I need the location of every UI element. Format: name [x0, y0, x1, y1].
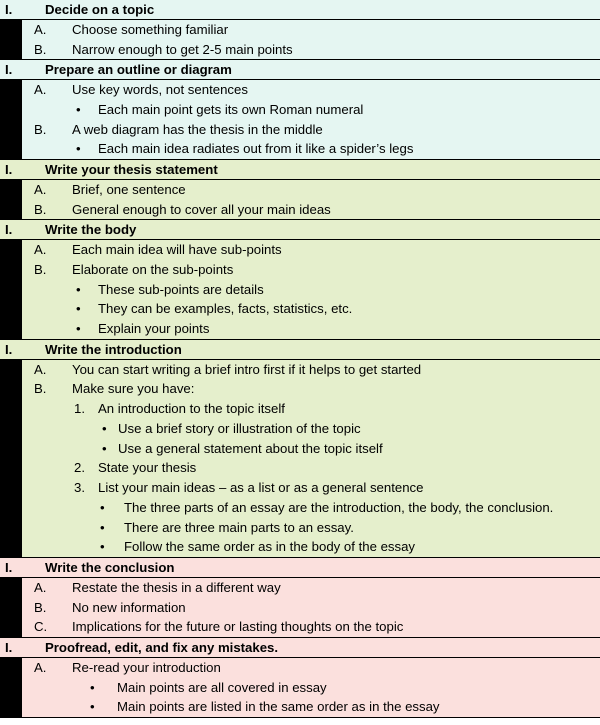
- left-margin-bar: [0, 20, 22, 40]
- section-header: [0, 60, 600, 80]
- bullet-marker: •: [100, 539, 105, 555]
- item-text: Main points are listed in the same order as in the essay: [117, 699, 440, 715]
- section-title: Proofread, edit, and fix any mistakes.: [45, 640, 279, 655]
- left-margin-bar: [0, 678, 22, 698]
- outline-section: [0, 558, 600, 638]
- outline-item: [0, 120, 600, 140]
- outline-item: [0, 439, 600, 459]
- item-text: Use a general statement about the topic itself: [118, 440, 383, 456]
- item-text: Make sure you have:: [72, 381, 195, 397]
- item-text: There are three main parts to an essay.: [124, 519, 354, 535]
- left-margin-bar: [0, 360, 22, 380]
- left-margin-bar: [0, 439, 22, 459]
- item-marker: 1.: [74, 401, 85, 416]
- outline-item: [0, 578, 600, 598]
- item-text: A web diagram has the thesis in the middle: [72, 121, 323, 137]
- outline-item: [0, 399, 600, 419]
- item-marker: B.: [34, 261, 47, 277]
- item-text: Explain your points: [98, 321, 210, 336]
- outline-section: [0, 638, 600, 718]
- item-text: Each main idea will have sub-points: [72, 242, 282, 257]
- item-text: No new information: [72, 599, 186, 615]
- section-numeral: I.: [5, 560, 13, 575]
- item-text: State your thesis: [98, 460, 197, 476]
- item-text: The three parts of an essay are the introduction, the body, the conclusion.: [124, 499, 554, 515]
- bullet-marker: •: [100, 519, 105, 535]
- left-margin-bar: [0, 617, 22, 637]
- left-margin-bar: [0, 100, 22, 120]
- left-margin-bar: [0, 458, 22, 478]
- bullet-marker: •: [90, 699, 95, 715]
- item-text: An introduction to the topic itself: [98, 401, 285, 416]
- left-margin-bar: [0, 139, 22, 159]
- item-text: Choose something familiar: [72, 21, 229, 37]
- item-marker: A.: [34, 82, 47, 97]
- outline-item: [0, 478, 600, 498]
- outline-item: [0, 498, 600, 518]
- outline-item: [0, 139, 600, 159]
- left-margin-bar: [0, 478, 22, 498]
- outline-section: [0, 60, 600, 160]
- left-margin-bar: [0, 40, 22, 60]
- bullet-marker: •: [102, 420, 107, 436]
- bullet-marker: •: [76, 101, 81, 117]
- section-header: [0, 160, 600, 180]
- outline-item: [0, 319, 600, 339]
- left-margin-bar: [0, 697, 22, 717]
- outline-item: [0, 697, 600, 717]
- left-margin-bar: [0, 578, 22, 598]
- left-margin-bar: [0, 180, 22, 200]
- item-text: These sub-points are details: [98, 281, 264, 297]
- section-title: Write your thesis statement: [45, 162, 218, 177]
- outline-item: [0, 617, 600, 637]
- item-marker: B.: [34, 121, 47, 137]
- item-text: Each main idea radiates out from it like a spider’s legs: [98, 141, 414, 157]
- outline-item: [0, 180, 600, 200]
- left-margin-bar: [0, 658, 22, 678]
- left-margin-bar: [0, 419, 22, 439]
- section-header: [0, 340, 600, 360]
- left-margin-bar: [0, 200, 22, 220]
- outline-section: [0, 160, 600, 220]
- outline-item: [0, 458, 600, 478]
- bullet-marker: •: [76, 301, 81, 317]
- bullet-marker: •: [102, 440, 107, 456]
- left-margin-bar: [0, 518, 22, 538]
- item-marker: A.: [34, 361, 47, 377]
- left-margin-bar: [0, 260, 22, 280]
- item-text: Follow the same order as in the body of the essay: [124, 539, 416, 555]
- item-text: Use a brief story or illustration of the topic: [118, 420, 361, 436]
- left-margin-bar: [0, 120, 22, 140]
- item-marker: A.: [34, 21, 47, 37]
- left-margin-bar: [0, 399, 22, 419]
- outline-section: [0, 0, 600, 60]
- left-margin-bar: [0, 299, 22, 319]
- section-numeral: I.: [5, 222, 13, 238]
- item-marker: C.: [34, 619, 48, 635]
- outline-item: [0, 537, 600, 557]
- outline-item: [0, 658, 600, 678]
- left-margin-bar: [0, 379, 22, 399]
- item-marker: B.: [34, 599, 47, 615]
- section-numeral: I.: [5, 2, 13, 17]
- item-text: Narrow enough to get 2-5 main points: [72, 41, 293, 57]
- item-marker: A.: [34, 579, 47, 595]
- outline-item: [0, 360, 600, 380]
- bullet-marker: •: [90, 679, 95, 695]
- outline-item: [0, 379, 600, 399]
- section-numeral: I.: [5, 162, 13, 177]
- section-title: Write the introduction: [45, 341, 182, 357]
- item-marker: 3.: [74, 480, 85, 495]
- bullet-marker: •: [76, 141, 81, 157]
- item-marker: B.: [34, 201, 47, 217]
- item-marker: A.: [34, 181, 47, 197]
- outline-item: [0, 598, 600, 618]
- left-margin-bar: [0, 240, 22, 260]
- outline-item: [0, 678, 600, 698]
- outline-item: [0, 80, 600, 100]
- section-title: Prepare an outline or diagram: [45, 62, 232, 78]
- section-numeral: I.: [5, 62, 13, 78]
- item-text: Elaborate on the sub-points: [72, 261, 234, 277]
- left-margin-bar: [0, 498, 22, 518]
- item-text: Brief, one sentence: [72, 181, 186, 197]
- bullet-marker: •: [76, 281, 81, 297]
- left-margin-bar: [0, 319, 22, 339]
- section-header: [0, 558, 600, 578]
- bullet-marker: •: [76, 321, 81, 336]
- outline-item: [0, 20, 600, 40]
- item-text: You can start writing a brief intro first if it helps to get started: [72, 361, 422, 377]
- item-text: Implications for the future or lasting thoughts on the topic: [72, 619, 404, 635]
- item-marker: B.: [34, 41, 47, 57]
- section-header: [0, 220, 600, 240]
- section-title: Decide on a topic: [45, 2, 155, 17]
- outline-item: [0, 518, 600, 538]
- outline-item: [0, 260, 600, 280]
- item-text: General enough to cover all your main ideas: [72, 201, 331, 217]
- item-text: Use key words, not sentences: [72, 82, 248, 97]
- section-title: Write the body: [45, 222, 137, 238]
- left-margin-bar: [0, 80, 22, 100]
- item-text: Re-read your introduction: [72, 659, 221, 675]
- section-numeral: I.: [5, 341, 13, 357]
- outline-section: [0, 340, 600, 558]
- outline-item: [0, 299, 600, 319]
- outline-item: [0, 419, 600, 439]
- left-margin-bar: [0, 537, 22, 557]
- left-margin-bar: [0, 280, 22, 300]
- item-marker: 2.: [74, 460, 85, 476]
- outline-item: [0, 200, 600, 220]
- section-numeral: I.: [5, 640, 13, 655]
- section-header: [0, 0, 600, 20]
- outline-item: [0, 40, 600, 60]
- item-marker: A.: [34, 242, 47, 257]
- item-text: Restate the thesis in a different way: [72, 579, 281, 595]
- section-header: [0, 638, 600, 658]
- outline-item: [0, 240, 600, 260]
- outline-item: [0, 100, 600, 120]
- item-text: Main points are all covered in essay: [117, 679, 327, 695]
- item-marker: B.: [34, 381, 47, 397]
- item-text: List your main ideas – as a list or as a general sentence: [98, 480, 424, 495]
- outline-item: [0, 280, 600, 300]
- outline-section: [0, 220, 600, 340]
- bullet-marker: •: [100, 499, 105, 515]
- item-text: Each main point gets its own Roman numeral: [98, 101, 364, 117]
- section-title: Write the conclusion: [45, 560, 175, 575]
- item-marker: A.: [34, 659, 47, 675]
- left-margin-bar: [0, 598, 22, 618]
- item-text: They can be examples, facts, statistics, etc.: [98, 301, 353, 317]
